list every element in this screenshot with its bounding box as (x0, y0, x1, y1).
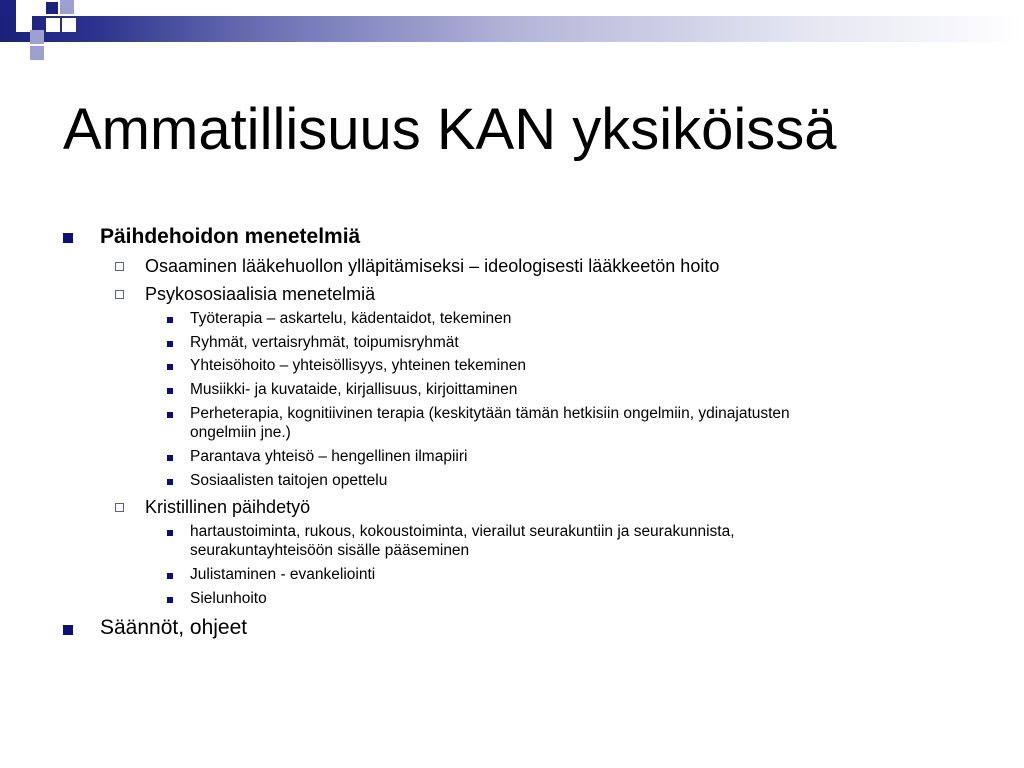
header-square (46, 18, 60, 32)
header-square (62, 18, 76, 32)
header-square (16, 0, 32, 16)
bullet-square-icon (63, 625, 73, 635)
bullet-text: Osaaminen lääkehuollon ylläpitämiseksi – ideologisesti lääkkeetön hoito (145, 256, 720, 276)
bullet-text-continuation: ongelmiin jne.) (190, 424, 291, 441)
bullet-square-icon (63, 233, 73, 243)
bullet-square-icon (167, 364, 173, 370)
bullet-hollow-square-icon (115, 290, 124, 299)
bullet-text: hartaustoiminta, rukous, kokoustoiminta, vierailut seurakuntiin ja seurakunnista, (190, 523, 735, 540)
bullet-text: Yhteisöhoito – yhteisöllisyys, yhteinen tekeminen (190, 357, 527, 374)
slide-title: Ammatillisuus KAN yksiköissä (63, 97, 837, 162)
bullet-text: Ryhmät, vertaisryhmät, toipumisryhmät (190, 334, 459, 351)
bullet-text: Kristillinen päihdetyö (145, 497, 311, 517)
header-square (0, 0, 16, 16)
bullet-text: Sosiaalisten taitojen opettelu (190, 472, 388, 489)
header-square (60, 0, 74, 14)
bullet-hollow-square-icon (115, 262, 124, 271)
header-square (46, 2, 58, 14)
bullet-text-continuation: seurakuntayhteisöön sisälle pääseminen (190, 542, 470, 559)
bullet-text: Sielunhoito (190, 590, 267, 607)
bullet-square-icon (167, 530, 173, 536)
bullet-text: Säännöt, ohjeet (100, 616, 248, 639)
bullet-text: Musiikki- ja kuvataide, kirjallisuus, kirjoittaminen (190, 381, 518, 398)
header-square (30, 46, 44, 60)
bullet-text: Parantava yhteisö – hengellinen ilmapiiri (190, 448, 468, 465)
bullet-square-icon (167, 479, 173, 485)
bullet-square-icon (167, 317, 173, 323)
bullet-text: Psykososiaalisia menetelmiä (145, 284, 376, 304)
bullet-hollow-square-icon (115, 503, 124, 512)
header-square (30, 30, 44, 44)
bullet-text: Päihdehoidon menetelmiä (100, 225, 361, 248)
bullet-square-icon (167, 388, 173, 394)
header-gradient-bar (0, 16, 1024, 42)
bullet-square-icon (167, 455, 173, 461)
bullet-text: Julistaminen - evankeliointi (190, 566, 376, 583)
bullet-text: Perheterapia, kognitiivinen terapia (keskitytään tämän hetkisiin ongelmiin, ydinajatusten (190, 405, 790, 422)
bullet-square-icon (167, 341, 173, 347)
bullet-square-icon (167, 412, 173, 418)
bullet-square-icon (167, 573, 173, 579)
bullet-square-icon (167, 597, 173, 603)
bullet-text: Työterapia – askartelu, kädentaidot, tekeminen (190, 310, 512, 327)
